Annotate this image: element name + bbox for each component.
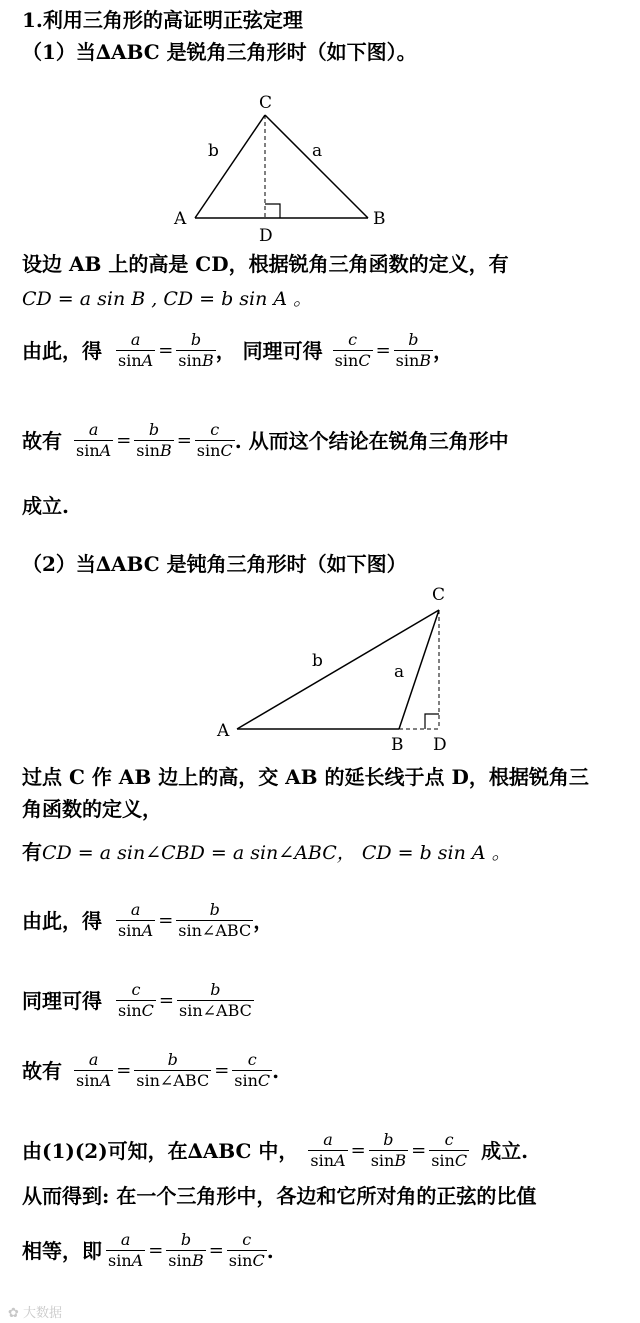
- fraction-a-sinA: $\frac{a}{\sin A}$: [310, 1130, 346, 1170]
- fraction-c-sinC: $\frac{c}{\sin C}$: [334, 330, 371, 370]
- side-b: [237, 610, 439, 729]
- conclusion-line1-suffix: 成立.: [481, 1138, 529, 1163]
- vertex-a-label: A: [174, 209, 187, 229]
- acute-triangle-figure: [160, 88, 400, 248]
- fraction-a-sinA: $\frac{a}{\sin A}$: [118, 900, 154, 940]
- equals-sign: =: [158, 910, 174, 931]
- equals-sign: =: [116, 1060, 132, 1081]
- part1-line3-mid: ， 同理可得: [215, 338, 323, 363]
- fraction-a-sinA: $\frac{a}{\sin A}$: [108, 1230, 144, 1270]
- part2-line6-suffix: .: [272, 1058, 280, 1083]
- side-a-label: a: [312, 141, 323, 161]
- fraction-b-sinB: $\frac{b}{\sin B}$: [370, 1130, 407, 1170]
- part2-line5: [22, 980, 254, 1021]
- foot-d-label: D: [259, 226, 273, 246]
- part2-line3-formula: CD = a sin∠CBD = a sin∠ABC， CD = b sin A 。: [42, 842, 511, 864]
- watermark: [8, 1302, 62, 1321]
- fraction-a-sinA: $\frac{a}{\sin A}$: [76, 420, 112, 460]
- part1-line5: 成立.: [22, 494, 69, 518]
- right-angle-mark: [425, 714, 439, 729]
- fraction-b-sinB: $\frac{b}{\sin B}$: [178, 330, 214, 370]
- side-a: [399, 610, 439, 729]
- part2-line6: [22, 1050, 279, 1091]
- part2-line3: [22, 838, 511, 865]
- conclusion-line1: [22, 1130, 528, 1171]
- fraction-a-sinA: $\frac{a}{\sin A}$: [76, 1050, 112, 1090]
- vertex-b-label: B: [373, 209, 386, 229]
- part2-line4-suffix: ，: [253, 908, 274, 933]
- fraction-b-sinABC: $\frac{b}{\text{sin∠ABC}}$: [136, 1050, 210, 1090]
- conclusion-line3-suffix: .: [266, 1238, 274, 1263]
- part2-line2: 角函数的定义，: [22, 797, 162, 821]
- watermark-text: 大数据: [23, 1306, 63, 1321]
- side-a-label: a: [394, 662, 405, 682]
- fraction-b-sinABC: $\frac{b}{\text{sin∠ABC}}$: [178, 980, 252, 1020]
- part1-line4-prefix: 故有: [22, 428, 62, 453]
- fraction-b-sinB: $\frac{b}{\sin B}$: [168, 1230, 204, 1270]
- side-b-label: b: [208, 141, 219, 161]
- vertex-b-label: B: [391, 735, 404, 755]
- obtuse-triangle-figure: [205, 580, 465, 755]
- equals-sign: =: [411, 1140, 427, 1161]
- vertex-c-label: C: [432, 585, 446, 605]
- part1-line4: [22, 420, 509, 461]
- part1-line1: 设边 AB 上的高是 CD，根据锐角三角函数的定义，有: [22, 252, 509, 276]
- part1-line3: [22, 330, 453, 371]
- foot-d-label: D: [433, 735, 447, 755]
- equals-sign: =: [116, 430, 132, 451]
- fraction-a-sinA: $\frac{a}{\sin A}$: [118, 330, 154, 370]
- fraction-b-sinABC: $\frac{b}{\text{sin∠ABC}}$: [178, 900, 252, 940]
- conclusion-line2: 从而得到: 在一个三角形中，各边和它所对角的正弦的比值: [22, 1184, 537, 1208]
- part1-heading: （1）当∆ABC 是锐角三角形时（如下图）。: [22, 40, 417, 64]
- side-b-label: b: [312, 651, 323, 671]
- equals-sign: =: [176, 430, 192, 451]
- part1-line4-suffix: . 从而这个结论在锐角三角形中: [234, 428, 509, 453]
- part2-line5-prefix: 同理可得: [22, 988, 102, 1013]
- equals-sign: =: [350, 1140, 366, 1161]
- fraction-c-sinC: $\frac{c}{\sin C}$: [431, 1130, 468, 1170]
- fraction-c-sinC: $\frac{c}{\sin C}$: [196, 420, 233, 460]
- part1-line3-suffix: ，: [433, 338, 454, 363]
- page-title: 1.利用三角形的高证明正弦定理: [22, 8, 303, 32]
- conclusion-line3-prefix: 相等，即: [22, 1238, 102, 1263]
- part2-line6-prefix: 故有: [22, 1058, 62, 1083]
- fraction-c-sinC: $\frac{c}{\sin C}$: [118, 980, 154, 1020]
- fraction-c-sinC: $\frac{c}{\sin C}$: [228, 1230, 265, 1270]
- right-angle-mark: [265, 204, 280, 218]
- part2-line1: 过点 C 作 AB 边上的高，交 AB 的延长线于点 D，根据锐角三: [22, 765, 589, 789]
- vertex-a-label: A: [217, 721, 230, 741]
- part2-line4-prefix: 由此，得: [22, 908, 102, 933]
- part2-line4: [22, 900, 273, 941]
- fraction-b-sinB: $\frac{b}{\sin B}$: [395, 330, 432, 370]
- part2-heading: （2）当∆ABC 是钝角三角形时（如下图）: [22, 552, 407, 576]
- fraction-b-sinB: $\frac{b}{\sin B}$: [136, 420, 172, 460]
- part1-line3-prefix: 由此，得: [22, 338, 102, 363]
- weibo-logo-icon: ✿: [8, 1306, 24, 1321]
- equals-sign: =: [214, 1060, 230, 1081]
- side-b: [195, 115, 265, 218]
- fraction-c-sinC: $\frac{c}{\sin C}$: [234, 1050, 271, 1090]
- equals-sign: =: [208, 1240, 224, 1261]
- part1-line2: CD = a sin B , CD = b sin A 。: [22, 288, 313, 310]
- conclusion-line1-prefix: 由(1)(2)可知，在∆ABC 中，: [22, 1138, 299, 1163]
- conclusion-line3: [22, 1230, 274, 1271]
- part2-line3-prefix: 有: [22, 839, 42, 864]
- equals-sign: =: [158, 340, 174, 361]
- side-a: [265, 115, 368, 218]
- equals-sign: =: [375, 340, 391, 361]
- equals-sign: =: [158, 990, 174, 1011]
- vertex-c-label: C: [259, 93, 273, 113]
- equals-sign: =: [148, 1240, 164, 1261]
